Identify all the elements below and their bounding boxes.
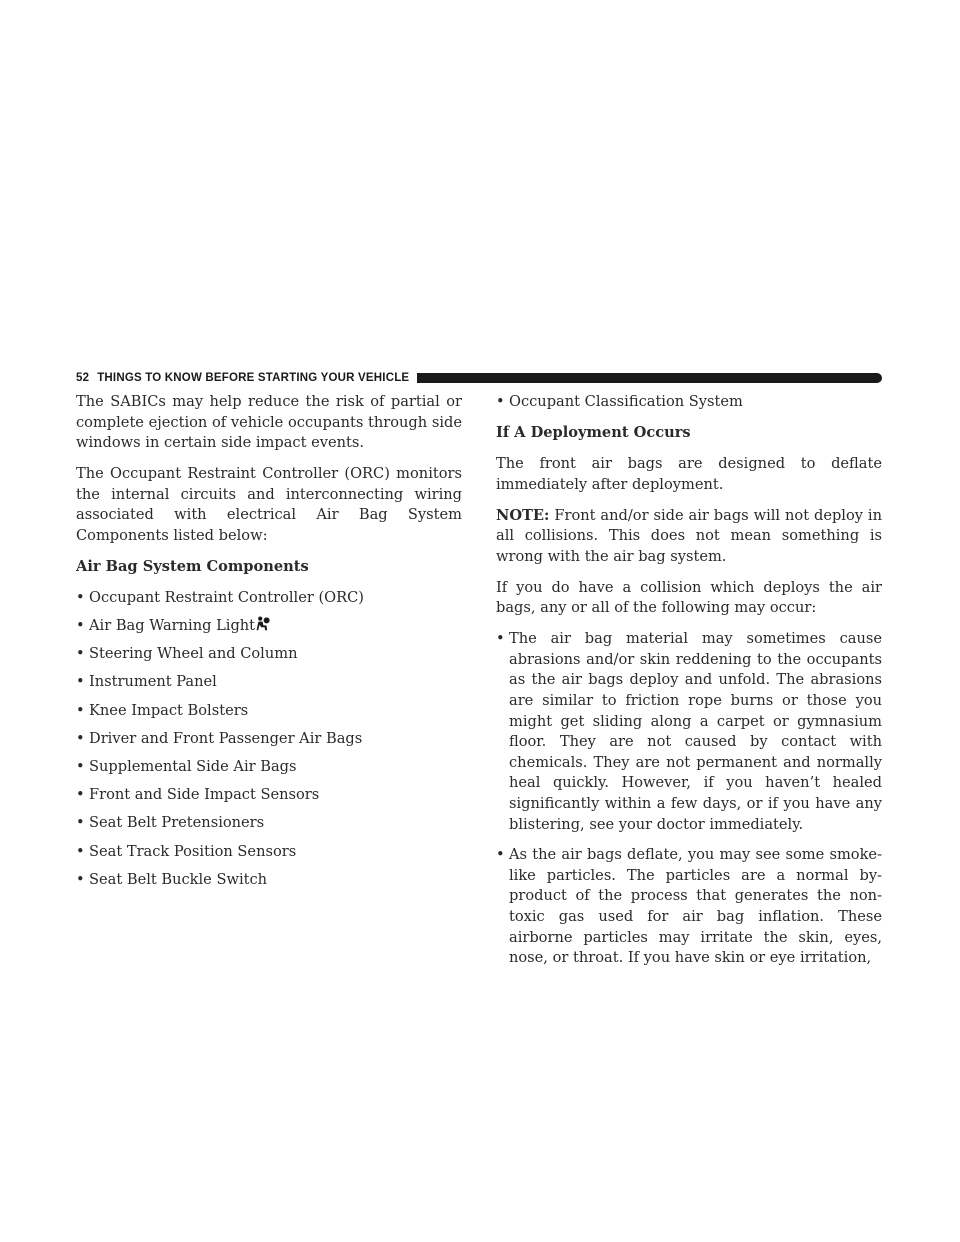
sabic-paragraph: The SABICs may help reduce the risk of partial or complete ejection of vehicle occupants through side windows in certain side impact events. bbox=[76, 393, 462, 452]
page-header bbox=[76, 370, 882, 386]
list-item: • Occupant Classification System bbox=[496, 392, 882, 413]
components-heading: Air Bag System Components bbox=[76, 557, 309, 575]
header-rule bbox=[417, 373, 882, 383]
list-item: • As the air bags deflate, you may see some smoke-like particles. The particles are a normal by-product of the process that generates the non-toxic gas used for air bag inflation. These airborne particles may irritate the skin, eyes, nose, or throat. If you have skin or eye irritation, bbox=[496, 845, 882, 969]
orc-paragraph: The Occupant Restraint Controller (ORC) monitors the internal circuits and interconnecting wiring associated with electrical Air Bag System Components listed below: bbox=[76, 465, 462, 544]
list-item: • Front and Side Impact Sensors bbox=[76, 785, 462, 806]
page-number: 52 bbox=[76, 372, 90, 384]
note-paragraph bbox=[496, 506, 882, 568]
components-list bbox=[76, 588, 462, 890]
list-item: • Seat Belt Buckle Switch bbox=[76, 870, 462, 891]
deployment-heading: If A Deployment Occurs bbox=[496, 423, 691, 441]
list-item: • The air bag material may sometimes cause abrasions and/or skin reddening to the occupants as the air bags deploy and unfold. The abrasions are similar to friction rope burns or those you might get sliding along a carpet or gymnasium floor. They are not caused by contact with chemicals. They are not permanent and normally heal quickly. However, if you haven’t healed significantly within a few days, or if you have any blistering, see your doctor immediately. bbox=[496, 629, 882, 835]
list-item: • Supplemental Side Air Bags bbox=[76, 757, 462, 778]
list-item: • Occupant Restraint Controller (ORC) bbox=[76, 588, 462, 609]
list-item: • Driver and Front Passenger Air Bags bbox=[76, 729, 462, 750]
list-item: • Seat Belt Pretensioners bbox=[76, 813, 462, 834]
list-item: • Knee Impact Bolsters bbox=[76, 701, 462, 722]
note-text: Front and/or side air bags will not deploy in all collisions. This does not mean something is wrong with the air bag system. bbox=[496, 506, 882, 565]
collision-paragraph: If you do have a collision which deploys the air bags, any or all of the following may occur: bbox=[496, 578, 882, 617]
components-list-continued bbox=[496, 392, 882, 413]
deflate-paragraph: The front air bags are designed to deflate immediately after deployment. bbox=[496, 454, 882, 493]
list-item: • Air Bag Warning Light bbox=[76, 616, 462, 637]
left-column bbox=[76, 392, 462, 898]
list-item: • Seat Track Position Sensors bbox=[76, 842, 462, 863]
list-item: • Steering Wheel and Column bbox=[76, 644, 462, 665]
effects-list bbox=[496, 629, 882, 969]
list-item: • Instrument Panel bbox=[76, 672, 462, 693]
note-label: NOTE: bbox=[496, 506, 550, 524]
section-title: THINGS TO KNOW BEFORE STARTING YOUR VEHICLE bbox=[97, 372, 410, 384]
airbag-warning-icon bbox=[256, 616, 270, 631]
right-column bbox=[496, 392, 882, 979]
